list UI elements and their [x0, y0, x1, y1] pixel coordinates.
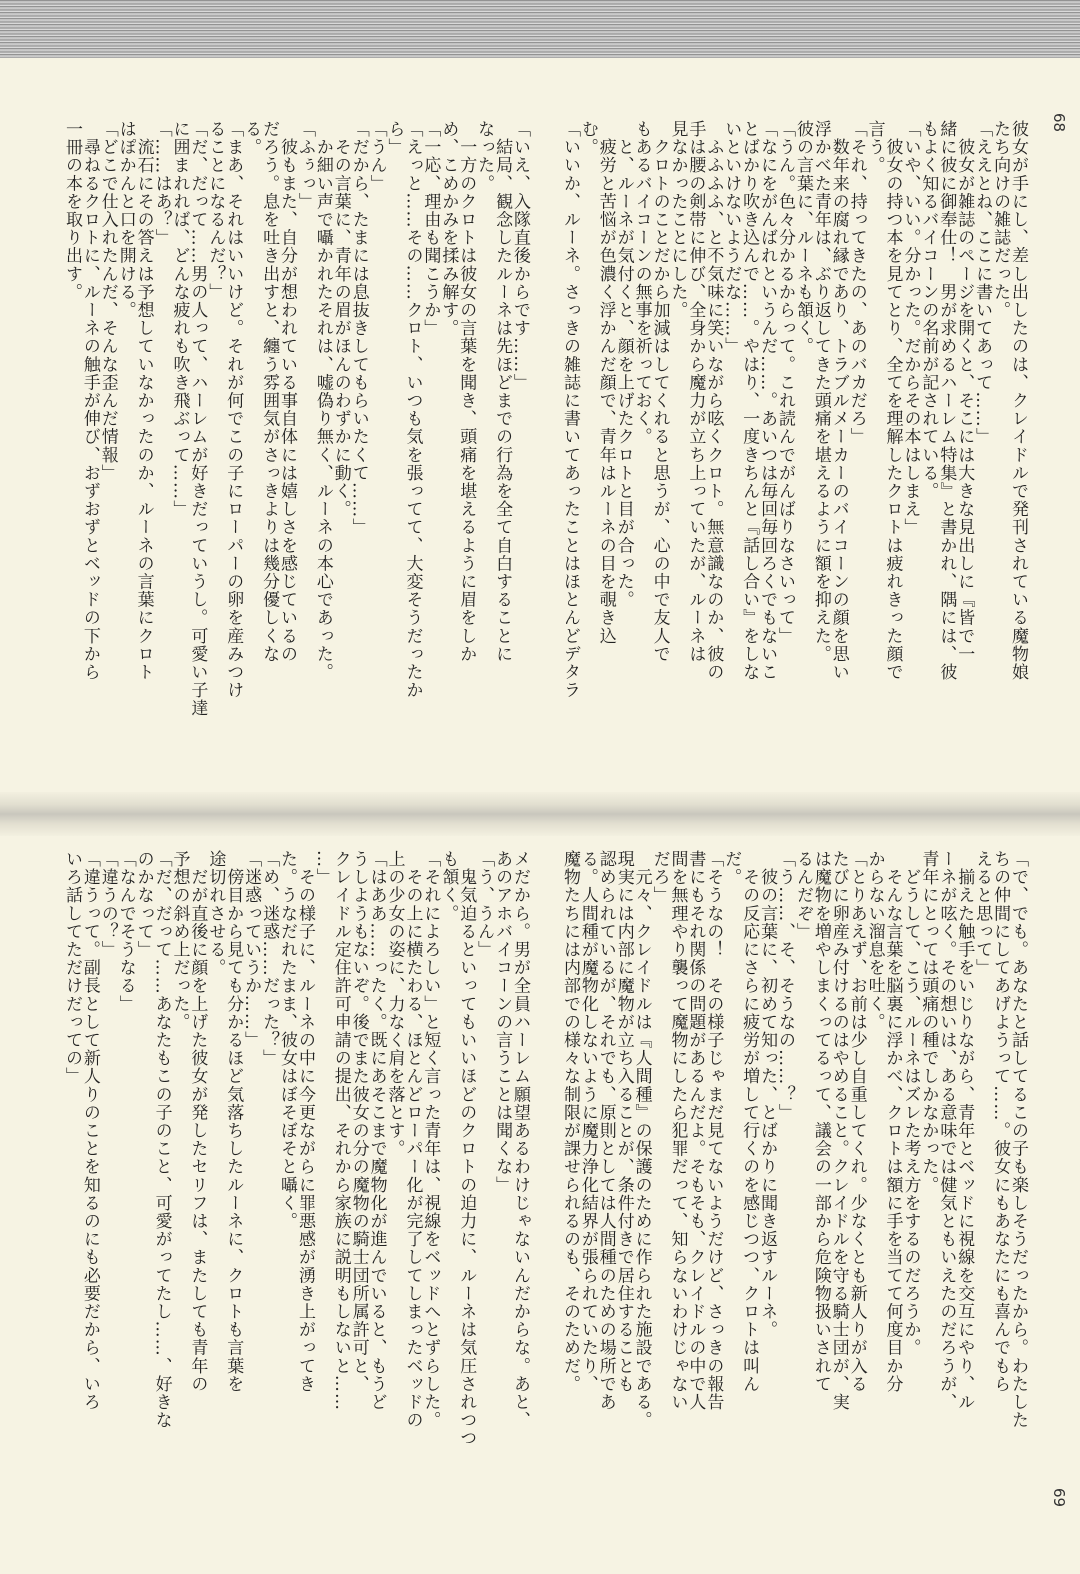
text-line: 「う……、そ、そうなの……？」	[775, 850, 796, 1122]
book-gutter	[0, 792, 1080, 836]
text-line: 上の少女の姿に、力なく肩を落とす。	[384, 850, 405, 1158]
text-line: だ。	[721, 850, 742, 887]
text-line: る。	[241, 120, 262, 157]
text-line: 流石にその答えは予想していなかったのか、ルーネの言葉にクロト	[133, 120, 154, 682]
text-line: 一方のクロトは彼女の言葉を聞き、頭痛を堪えるように眉をしか	[456, 120, 477, 663]
text-line: 鬼気迫るといってもいいほどのクロトの迫力に、ルーネは気圧されつつ	[456, 850, 477, 1448]
text-line: 彼もまた、自分が想われている事自体には嬉しさを感じているの	[277, 120, 298, 663]
text-line: たち向けの雑誌だった。	[990, 120, 1011, 320]
page-number: 68	[1050, 113, 1068, 133]
text-line: 彼女の持つ本を見てとり、全てを理解したクロトは疲れきった顔で	[882, 120, 903, 682]
text-line: だが直後に顔を上げた彼女が発したセリフは、またしても青年の	[187, 850, 208, 1393]
text-column-right	[560, 850, 1026, 1512]
page-68	[0, 58, 1080, 792]
text-line: 「うん」	[366, 120, 387, 193]
text-line: 「……はあ？」	[151, 120, 172, 247]
text-line: か細い声で囁かれたそれは、嘘偽り無く、ルーネの本心であった。	[312, 120, 333, 682]
text-line: もよく知るバイコーンの名前が記されている。	[918, 120, 939, 501]
text-line: 「だ、だって……あなたもこの子のこと、可愛がってたし……、好きな	[151, 850, 172, 1430]
text-line: 「ええとね、ここに書いてあって……」	[972, 120, 993, 446]
text-line: だろう。息を吐き出すと、纏う雰囲気がさっきよりは幾分優しくな	[259, 120, 280, 663]
text-line: 現実には内部に魔物が立ち入ることが、条件付きで居住することも	[613, 850, 634, 1393]
text-line: 青年にとっては頭痛の種でしかなかった。	[918, 850, 939, 1194]
text-line: 彼女が雑誌のページを開くと、そこには大きな見出しに『皆で一	[954, 120, 975, 663]
text-line: 言う。	[864, 120, 885, 175]
text-line: る。人間種が魔物化しないように魔力浄化結界が張られていたり、	[577, 850, 598, 1393]
text-line: 見なかったことにした。	[667, 120, 688, 320]
text-line: め、こめかみを揉み解す。	[438, 120, 459, 338]
text-line: 認められているが、それでも、原則としては人間種のための場所であ	[595, 850, 616, 1412]
text-line: その反応にさらに疲労が増して行くのを感じつつ、クロトは叫ん	[739, 850, 760, 1393]
text-line: るんだぞ」	[792, 850, 813, 941]
text-line: 間を無理やり襲って魔物にしたら犯罪だって、知らないわけじゃない	[667, 850, 688, 1412]
text-line: いといけないようだな……」	[721, 120, 742, 356]
text-line: ら」	[384, 120, 405, 157]
text-line: 傍目から見ても分かるほど気落ちしたルーネに、クロトも言葉を	[223, 850, 244, 1393]
text-line: 「ふぅっ」	[294, 120, 315, 211]
text-line: そんな言葉を脳裏に浮かべ、クロトは額に手を当てて何度目か分	[882, 850, 903, 1393]
text-line: 彼の言葉に、初めて知った、とばかりに聞き返すルーネ。	[757, 850, 778, 1339]
text-line: 「だから、たまには息抜きしてもらいたくて……」	[348, 120, 369, 537]
text-line: のかなって」	[133, 850, 154, 959]
text-line: 一冊の本を取り出す。	[61, 120, 82, 301]
text-line: 魔物たちには内部での様々な制限が課せられるのも、そのためだ。	[559, 850, 580, 1393]
text-line: に囲まれれば、どんな疲れも吹き飛ぶって……」	[169, 120, 190, 519]
text-line: 数年来の腐れ縁であり、トラブルメーカーのバイコーンの顔を思い	[828, 120, 849, 682]
text-line: 「そうなの！ その様子じゃまだ見てないようだけど、さっきの報告	[703, 850, 724, 1412]
text-line: その言葉に、青年の眉がほんのわずかに動く。	[330, 120, 351, 519]
text-line: ることになるんだ？」	[205, 120, 226, 301]
text-line: た。うなだれたまま、彼女はぼそぼそと囁く。	[277, 850, 298, 1231]
text-line: 浮かべた青年は、ぶり返してきた頭痛を堪えるように額を抑えた。	[810, 120, 831, 663]
text-line: 「なんでそうなる」	[115, 850, 136, 1013]
text-line: 「えっと……その……クロト、いつも気を張ってて、大変そうだったか	[402, 120, 423, 700]
text-line: 彼の言葉に、ルーネも頷く。	[792, 120, 813, 356]
text-line: 尋ねるクロトに、ルーネの触手が伸び、おずおずとベッドの下から	[79, 120, 100, 682]
text-line: 予想の斜め上だった。	[169, 850, 190, 1031]
text-line: 書にもそれ関係の問題があるんだよ。そもそも、クレイドルの中で人	[685, 850, 706, 1412]
text-line: 「だ、だって……男の人って、ハーレムが好きだっていうし。可愛い子達	[187, 120, 208, 718]
text-line: 「め、迷惑……だった？」	[259, 850, 280, 1068]
page-edge	[0, 0, 1080, 58]
text-line: はぽかんと口を開ける。	[115, 120, 136, 320]
text-line: うしようもないぞ。後でまた彼女の分の魔物の騎士団所属許可と、	[348, 850, 369, 1393]
text-line: 「一応、理由も聞こうか」	[420, 120, 441, 338]
text-line: 途切れさせる。	[205, 850, 226, 977]
text-line: 「迷惑っていうか……」	[241, 850, 262, 1050]
text-line: 手は腰の剣帯に伸び、全身から魔力が立ち上っていたが、ルーネは	[685, 120, 706, 663]
text-line: 「それ、持ってきたの、あのバカだろ」	[846, 120, 867, 446]
text-line: 緒に彼に御奉仕！ 男が求めるハーレム特集』と書かれ、隅には、彼	[936, 120, 957, 682]
text-line: 結局、観念したルーネは先ほどまでの行為を全て自白することに	[492, 120, 513, 663]
text-line: 「違うって。副長として新人りのことを知るのにも必要だから、いろ	[79, 850, 100, 1412]
text-line: 元々、クレイドルは『人間種』の保護のために作られた施設である。	[631, 850, 652, 1430]
text-line: 「いいか、ルーネ。さっきの雑誌に書いてあったことはほとんどデタラ	[559, 120, 580, 700]
text-line: 「それによろしい」と短く言った青年は、視線をベッドへとずらした。	[420, 850, 441, 1430]
text-line: 疲労と苦悩が色濃く浮かんだ顔で、青年はルーネの目を覗き込	[595, 120, 616, 645]
text-line: その上に横たわる、ほとんどローパー化が完了してしまったベッドの	[402, 850, 423, 1430]
text-line: 「うん。色々分かるからって。これ読んでがんばりなさいって」	[775, 120, 796, 645]
text-line: 揃えた触手をいじりながら、青年とベッドに視線を交互にやり、ル	[954, 850, 975, 1412]
text-line: は魔物を増やしまくってるって、議会の一部から危険物扱いされて	[810, 850, 831, 1393]
text-line: なった。	[474, 120, 495, 193]
text-line: いろ話してただけだっての」	[61, 850, 82, 1086]
text-line: 「どこで仕入れたんだ、そんな歪んだ情報」	[97, 120, 118, 482]
text-line: あのアホバイコーンの言うことは聞くな」	[492, 850, 513, 1194]
text-line: ーネが呟く。その想いは、ある意味では健気ともいえたのだろうが、	[936, 850, 957, 1412]
text-line: と、ルーネが気付くと、顔を上げたクロトと目が合った。	[613, 120, 634, 609]
text-line: もあるバイコーンの無事を祈っておく。	[631, 120, 652, 446]
text-line: 彼女が手にし、差し出したのは、クレイドルで発刊されている魔物娘	[1008, 120, 1028, 682]
text-column-right	[560, 120, 1026, 782]
text-line: 「う、うん」	[474, 850, 495, 959]
text-line: 「まあ、それはいいけど。それが何でこの子にローパーの卵を産みつけ	[223, 120, 244, 700]
text-line: 「で、でも。あなたと話してるこの子も楽しそうだったから。わたした	[1008, 850, 1028, 1430]
text-line: とばかり吹き込んで……。やはり、一度きちんと『話し合い』をしな	[739, 120, 760, 682]
text-line: クロトのことだから加減はしてくれると思うが、心の中で友人で	[649, 120, 670, 663]
text-line: メだから。男が全員ハーレム願望あるわけじゃないんだからな。あと、	[510, 850, 530, 1430]
text-line: も頷く。	[438, 850, 459, 923]
text-line: 「違うの？」	[97, 850, 118, 959]
text-line: からない溜息を吐く。	[864, 850, 885, 1031]
text-line: ふふふふ、と不気味に笑いながら呟くクロト。無意識なのか、彼の	[703, 120, 724, 682]
text-line: 「なにをがんばれというんだ……。あいつは毎回毎回ろくでもないこ	[757, 120, 778, 682]
text-line: 「いえ、入隊直後からです……」	[510, 120, 530, 392]
text-line: 「とりあえず、お前は少し自重してくれ。少なくとも新人りが入る	[846, 850, 867, 1393]
text-line: 「いや、いい。分かった。だからその本はしまえ」	[900, 120, 921, 537]
page-69	[0, 836, 1080, 1574]
text-line: どうして、こう、ルーネはズレた考え方をするのだろうか。	[900, 850, 921, 1357]
text-line: その様子に、ルーネの中に今更ながらに罪悪感が湧き上がってき	[294, 850, 315, 1393]
text-line: 「はああ……ったく。既にあそこまで魔物化が進んでいると、もうど	[366, 850, 387, 1412]
text-column-left	[62, 120, 528, 782]
text-line: だろ」	[649, 850, 670, 905]
text-line: ちの仲間にしてあげようって……。彼女にもあなたにも喜んでもら	[990, 850, 1011, 1393]
page-number: 69	[1050, 1488, 1068, 1508]
text-line: えると思って」	[972, 850, 993, 977]
text-column-left	[62, 850, 528, 1512]
text-line: む。	[577, 120, 598, 157]
text-line: クレイドル定住許可申請の提出、それから家族に説明もしないと……	[330, 850, 351, 1412]
text-line: …」	[312, 850, 333, 887]
text-line: たびに卵産み付けるのはやめること。クレイドルを守る騎士団が、実	[828, 850, 849, 1412]
